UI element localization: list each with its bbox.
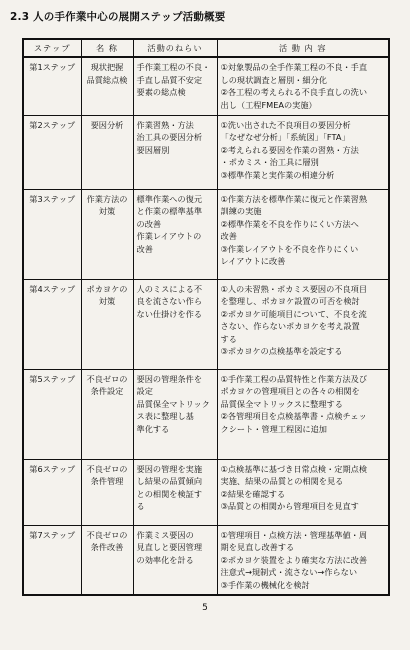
content-line: ②結果を確認する — [220, 488, 286, 499]
content-cell — [217, 369, 389, 459]
aim-cell — [133, 189, 217, 279]
name-cell — [81, 57, 133, 115]
aim-line: 手直し品質不安定 — [136, 74, 203, 85]
content-line: 注意式→規制式・流さない→作らない — [220, 567, 358, 577]
content-line: クシート・管理工程図に追加 — [220, 423, 327, 434]
step-cell: 第2ステップ — [23, 115, 81, 189]
aim-cell — [133, 525, 217, 595]
aim-line: 改善 — [136, 243, 153, 254]
content-line: 改善 — [220, 231, 237, 241]
name-line: 要因分析 — [90, 119, 124, 130]
table-row — [23, 57, 389, 115]
aim-line: ス表に整理し基 — [136, 411, 194, 421]
aim-line: 要因の管理条件を — [136, 373, 203, 384]
step-cell: 第6ステップ — [23, 459, 81, 525]
aim-line: る — [136, 501, 145, 511]
name-line: 品質総点検 — [86, 74, 128, 85]
aim-line: との相関を検証す — [136, 488, 203, 499]
content-line: ①人の未習熟・ポカミス要因の不良項目 — [220, 283, 368, 294]
step-cell: 第3ステップ — [23, 189, 81, 279]
aim-line: 準化する — [136, 423, 170, 434]
header-aim: 活動のねらい — [133, 39, 217, 57]
content-line: ②ポカヨケ装置をより確実な方法に改善 — [220, 554, 368, 565]
page-number: 5 — [202, 603, 208, 613]
content-line: ②各管理項目を点検基準書・点検チェッ — [220, 411, 367, 421]
name-cell — [81, 525, 133, 595]
table-header-row — [23, 39, 389, 57]
name-line: 現状把握 — [90, 62, 124, 72]
aim-line: ない仕掛けを作る — [136, 308, 203, 319]
table-row — [23, 279, 389, 369]
aim-line: 標準作業への復元 — [136, 193, 203, 204]
content-cell — [217, 57, 389, 115]
content-line: ①対象製品の全手作業工程の不良・手直 — [220, 62, 368, 72]
aim-cell — [133, 369, 217, 459]
name-cell — [81, 459, 133, 525]
table-row — [23, 189, 389, 279]
aim-line: の効率化を計る — [136, 554, 194, 565]
content-line: レイアウトに改善 — [220, 256, 286, 266]
table-row — [23, 369, 389, 459]
content-line: 期を見直し改善する — [220, 542, 295, 552]
aim-line: 治工具の要因分析 — [136, 132, 203, 142]
content-line: ③手作業の機械化を検討 — [220, 579, 310, 590]
content-line: ①洗い出された不良項目の要因分析 — [220, 119, 351, 130]
content-line: ・ポカミス・治工具に層別 — [220, 157, 319, 167]
content-line: 訓練の実施 — [220, 206, 262, 216]
content-line: ②考えられる要因を作業の習熟・方法 — [220, 144, 359, 155]
aim-line: 人のミスによる不 — [136, 283, 203, 294]
content-line: さない、作らないポカヨケを考え設置 — [220, 321, 360, 331]
name-line: 条件設定 — [90, 386, 124, 396]
name-cell — [81, 115, 133, 189]
step-cell: 第4ステップ — [23, 279, 81, 369]
aim-line: 作業習熟・方法 — [136, 119, 194, 130]
aim-cell — [133, 459, 217, 525]
content-cell — [217, 189, 389, 279]
section-title: 2.3 人の手作業中心の展開ステップ活動概要 — [10, 11, 226, 23]
name-line: 条件改善 — [90, 542, 124, 552]
name-line: 不良ゼロの — [86, 463, 128, 474]
content-line: 品質保全マトリックスに整理する — [220, 398, 343, 409]
aim-line: 見直しと要因管理 — [136, 542, 203, 552]
aim-line: 要素の総点検 — [136, 87, 186, 97]
name-cell — [81, 279, 133, 369]
content-cell — [217, 459, 389, 525]
aim-cell — [133, 57, 217, 115]
aim-line: 設定 — [136, 386, 153, 396]
content-line: ①管理項目・点検方法・管理基準値・周 — [220, 529, 368, 540]
table-row — [23, 115, 389, 189]
content-line: ③標準作業と実作業の相違分析 — [220, 169, 335, 180]
aim-line: 要因層別 — [136, 144, 170, 155]
aim-line: 手作業工程の不良・ — [136, 62, 211, 72]
step-cell: 第5ステップ — [23, 369, 81, 459]
content-line: 実施、結果の品質との相関を見る — [220, 476, 344, 486]
aim-line: 品質保全マトリック — [136, 398, 210, 409]
header-content: 活 動 内 容 — [217, 39, 389, 57]
content-cell — [217, 279, 389, 369]
name-cell — [81, 369, 133, 459]
content-line: ③ポカヨケの点検基準を設定する — [220, 346, 343, 356]
aim-line: の改善 — [136, 218, 162, 229]
name-line: 対策 — [98, 296, 116, 306]
content-line: 「なぜなぜ分析」「系統図」「FTA」 — [220, 132, 350, 142]
content-line: ③作業レイアウトを不良を作りにくい — [220, 243, 359, 254]
content-line: ②ポカヨケ可能項目について、不良を流 — [220, 308, 367, 319]
name-line: 不良ゼロの — [86, 529, 128, 540]
content-line: ①手作業工程の品質特性と作業方法及び — [220, 373, 368, 384]
aim-line: し結果の品質傾向 — [136, 476, 203, 486]
step-cell: 第1ステップ — [23, 57, 81, 115]
table-row — [23, 525, 389, 595]
step-activity-table — [22, 38, 390, 596]
aim-line: 作業ミス要因の — [136, 529, 194, 540]
aim-line: 良を流さない作ら — [136, 296, 203, 306]
aim-line: 要因の管理を実施 — [136, 463, 203, 474]
header-name: 名 称 — [81, 39, 133, 57]
content-cell — [217, 525, 389, 595]
content-cell — [217, 115, 389, 189]
aim-cell — [133, 279, 217, 369]
content-line: しの現状調査と層別・細分化 — [220, 74, 327, 85]
content-line: 出し（工程FMEAの実施） — [220, 99, 317, 110]
content-line: する — [220, 333, 237, 344]
table-row — [23, 459, 389, 525]
aim-line: 作業レイアウトの — [136, 231, 202, 241]
step-cell: 第7ステップ — [23, 525, 81, 595]
name-line: 作業方法の — [86, 193, 128, 204]
content-line: ②各工程の考えられる不良手直しの洗い — [220, 87, 368, 97]
name-line: ポカヨケの — [86, 283, 128, 294]
name-line: 対策 — [98, 206, 116, 216]
name-cell — [81, 189, 133, 279]
content-line: ①点検基準に基づき日常点検・定期点検 — [220, 463, 368, 474]
content-line: ②標準作業を不良を作りにくい方法へ — [220, 218, 359, 229]
content-line: を整理し、ポカヨケ設置の可否を検討 — [220, 296, 360, 306]
aim-line: と作業の標準基準 — [136, 206, 203, 216]
header-step: ステップ — [23, 39, 81, 57]
name-line: 不良ゼロの — [86, 373, 128, 384]
content-line: ポカヨケの管理項目との各々の相関を — [220, 386, 360, 396]
content-line: ①作業方法を標準作業に復元と作業習熟 — [220, 193, 368, 204]
content-line: ③品質との相関から管理項目を見直す — [220, 501, 359, 511]
aim-cell — [133, 115, 217, 189]
name-line: 条件管理 — [90, 476, 124, 486]
